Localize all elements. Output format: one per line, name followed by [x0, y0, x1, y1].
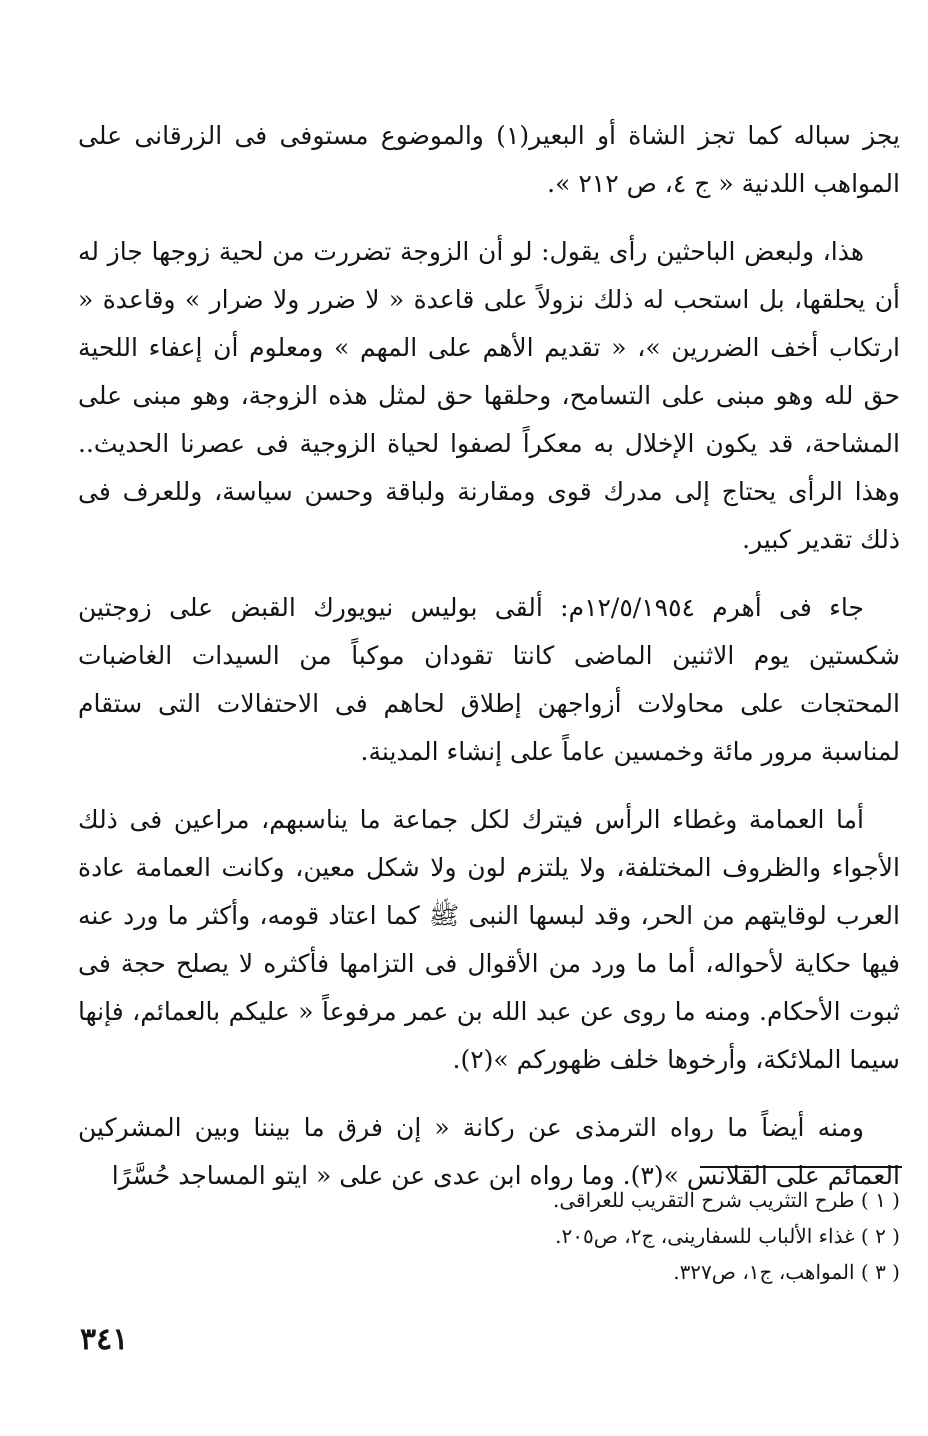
- page-number: ٣٤١: [80, 1322, 129, 1357]
- footnotes: [300, 1182, 900, 1290]
- paragraph-3: جاء فى أهرم ١٢/٥/١٩٥٤م: ألقى بوليس نيويورك القبض على زوجتين شكستين يوم الاثنين الماضى كانتا تقودان موكباً من السيدات الغاضبات المحتجات على محاولات أزواجهن إطلاق لحاهم فى الاحتفالات التى ستقام لمناسبة مرور مائة وخمسين عاماً على إنشاء المدينة.: [78, 593, 900, 766]
- footnote-2: ( ٢ ) غذاء الألباب للسفارينى، ج٢، ص٢٠٥.: [555, 1224, 900, 1248]
- paragraph-1: يجز سباله كما تجز الشاة أو البعير(١) والموضوع مستوفى فى الزرقانى على المواهب اللدنية « ج ٤، ص ٢١٢ ».: [78, 121, 900, 198]
- main-text: [78, 112, 900, 1200]
- paragraph-4: أما العمامة وغطاء الرأس فيترك لكل جماعة ما يناسبهم، مراعين فى ذلك الأجواء والظروف المختلفة، ولا يلتزم لون ولا شكل معين، وكانت العمامة عادة العرب لوقايتهم من الحر، وقد لبسها النبى ﷺ كما اعتاد قومه، وأكثر ما ورد عنه فيها حكاية لأحواله، أما ما ورد من الأقوال فى التزامها فأكثره لا يصلح حجة فى ثبوت الأحكام. ومنه ما روى عن عبد الله بن عمر مرفوعاً « عليكم بالعمائم، فإنها سيما الملائكة، وأرخوها خلف ظهوركم »(٢).: [78, 805, 900, 1074]
- footnote-3: ( ٣ ) المواهب، ج١، ص٣٢٧.: [673, 1260, 900, 1284]
- paragraph-5: ومنه أيضاً ما رواه الترمذى عن ركانة « إن فرق ما بيننا وبين المشركين العمائم على القلانس »(٣). وما رواه ابن عدى عن على « ايتو المساجد حُسَّرًا: [78, 1113, 900, 1190]
- footnote-1: ( ١ ) طرح التثريب شرح التقريب للعراقى.: [553, 1188, 900, 1212]
- footnote-separator: [700, 1166, 902, 1168]
- paragraph-2: هذا، ولبعض الباحثين رأى يقول: لو أن الزوجة تضررت من لحية زوجها جاز له أن يحلقها، بل استحب له ذلك نزولاً على قاعدة « لا ضرر ولا ضرار » وقاعدة « ارتكاب أخف الضررين »، « تقديم الأهم على المهم » ومعلوم أن إعفاء اللحية حق لله وهو مبنى على التسامح، وحلقها حق لمثل هذه الزوجة، وهو مبنى على المشاحة، قد يكون الإخلال به معكراً لصفوا لحياة الزوجية فى عصرنا الحديث.. وهذا الرأى يحتاج إلى مدرك قوى ومقارنة ولباقة وحسن سياسة، وللعرف فى ذلك تقدير كبير.: [78, 237, 900, 554]
